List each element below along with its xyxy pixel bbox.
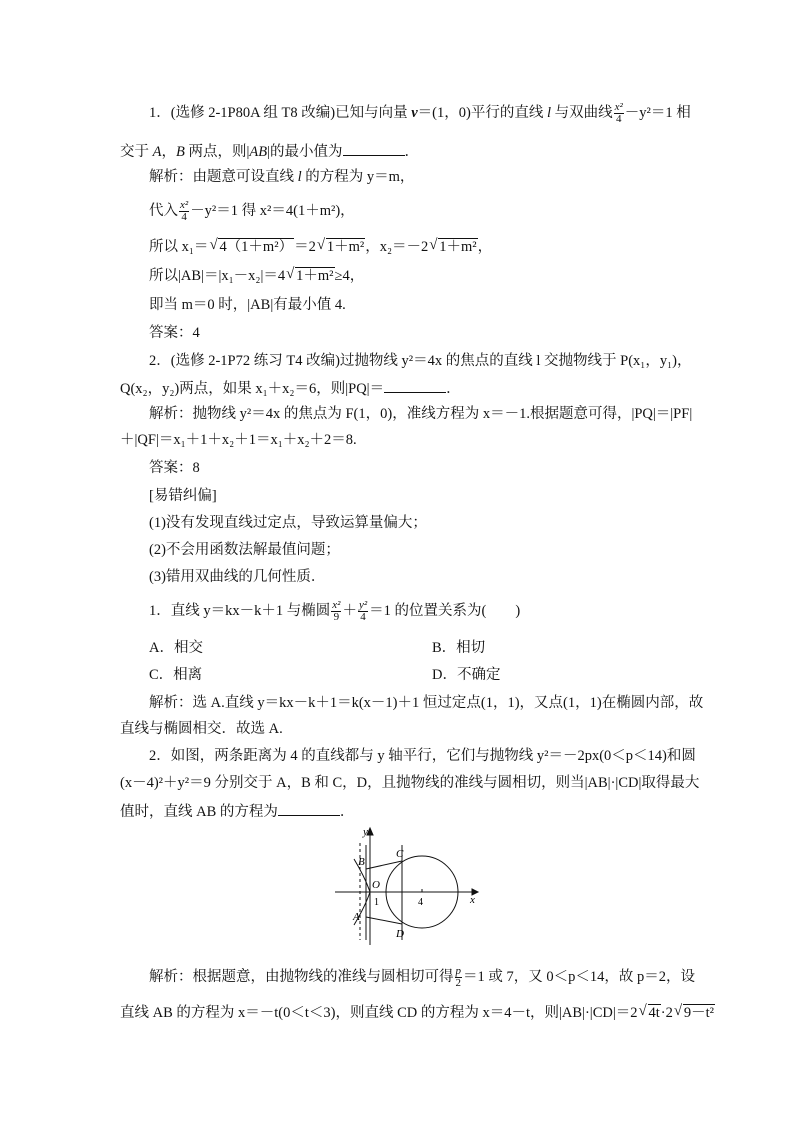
p1-text-b: 与双曲线 — [550, 104, 613, 121]
p1-line2-a: 交于 — [120, 144, 153, 160]
p1-text: 已知与向量 — [335, 104, 412, 121]
q1-sol1: 解析：选 A.直线 y＝kx－k＋1＝k(x－1)＋1 恒过定点(1，1)，又点(1，1)在椭圆内部，故 — [149, 695, 704, 711]
p2-line2-a: Q(x₂，y₂)两点，如果 x₁＋x₂＝6，则|PQ|＝ — [120, 381, 385, 397]
p2-sol2: ＋|QF|＝x₁＋1＋x₂＋1＝x₁＋x₂＋2＝8. — [120, 432, 357, 448]
p1-line1 — [149, 102, 691, 125]
errors-item-1: (1)没有发现直线过定点，导致运算量偏大； — [149, 515, 427, 531]
p1-line2-c: |的最小值为 — [267, 144, 343, 160]
p1-text-c: －y²＝1 相 — [624, 104, 691, 121]
q1-f1-num: x² — [332, 599, 341, 611]
q1-sol2: 直线与椭圆相交．故选 A. — [120, 721, 283, 737]
p1-sol-l: l — [297, 169, 302, 185]
q1-stem-b: ＝1 的位置关系为( ) — [369, 602, 521, 619]
label-d: D — [396, 928, 404, 940]
q1-f1-den: 9 — [333, 611, 340, 623]
p1-line2-b: 两点，则| — [184, 144, 250, 160]
p1-sol3-b: ＝2 — [294, 239, 316, 255]
p1-sqrt-3 — [429, 237, 477, 257]
q1-f2-den: 4 — [360, 611, 366, 623]
q1-option-d[interactable]: D．不确定 — [432, 667, 501, 683]
q2-sol1-b: ＝1 或 7，又 0＜p＜14，故 p＝2，设 — [463, 968, 695, 985]
q2-sol1-a: 解析：根据题意，由抛物线的准线与圆相切可得 — [149, 968, 454, 985]
p1-sep: ， — [161, 144, 176, 160]
p2-line1: 2．(选修 2-1P72 练习 T4 改编)过抛物线 y²＝4x 的焦点的直线 l 交抛物线于 P(x₁，y₁)， — [149, 353, 692, 369]
p1-sol3-c: ，x₂＝－2 — [365, 239, 429, 255]
errors-item-3: (3)错用双曲线的几何性质． — [149, 569, 326, 585]
q2-sol2-a: 直线 AB 的方程为 x＝－t(0＜t＜3)，则直线 CD 的方程为 x＝4－t，则|AB|·|CD|＝2 — [120, 1005, 638, 1021]
q1-option-a[interactable]: A．相交 — [149, 640, 203, 656]
p1-number: 1． — [149, 104, 171, 121]
p1-rad-2: 1＋m² — [326, 239, 365, 255]
q2-figure — [330, 825, 480, 950]
p2-line2 — [120, 378, 461, 399]
q1-frac-1 — [331, 600, 341, 623]
p1-point-a: A — [152, 144, 162, 160]
q2-sqrt-2 — [674, 1003, 715, 1023]
p1-answer-blank[interactable] — [343, 141, 405, 156]
p1-sol3-d: ， — [477, 239, 493, 255]
q2-sol2-b: ·2 — [660, 1005, 673, 1021]
p1-sol1-a: 由题意可设直线 — [192, 169, 298, 185]
p1-frac-num: x² — [614, 101, 623, 113]
p1-answer: 答案：4 — [149, 325, 200, 341]
q1-plus: ＋ — [342, 602, 357, 619]
p2-answer: 答案：8 — [149, 460, 200, 476]
p1-sol4-b: ≥4， — [334, 268, 365, 284]
p1-point-b: B — [175, 144, 185, 160]
errors-title: [易错纠偏] — [149, 488, 217, 504]
p1-sol-line2 — [149, 200, 355, 223]
p1-frac-den: 4 — [615, 113, 622, 125]
q2-line3-a: 值时，直线 AB 的方程为 — [120, 804, 278, 820]
p1-vector: v — [411, 104, 418, 121]
p1-sol-line1 — [149, 167, 414, 187]
p1-line-l: l — [546, 104, 551, 121]
p1-source: (选修 2-1P80A 组 T8 改编) — [170, 104, 336, 121]
p1-sol-line4 — [149, 266, 364, 286]
q2-line2: (x－4)²＋y²＝9 分别交于 A，B 和 C，D，且抛物线的准线与圆相切，则当|AB|·|CD|取得最大 — [120, 775, 700, 791]
p2-sol1: 解析：抛物线 y²＝4x 的焦点为 F(1，0)，准线方程为 x＝－1.根据题意可得，|PQ|＝|PF| — [149, 406, 693, 422]
p1-line2 — [120, 141, 419, 162]
q1-f2-num: y² — [358, 599, 368, 611]
p1-rad-1: 4（1＋m²） — [219, 239, 294, 255]
label-c: C — [396, 848, 404, 860]
p1-end: ． — [404, 144, 419, 160]
q2-sol2 — [120, 1003, 715, 1023]
q1-option-c[interactable]: C．相离 — [149, 667, 203, 683]
q2-line3 — [120, 801, 354, 822]
y-axis-arrow-icon — [367, 828, 373, 835]
p1-rad-3: 1＋m² — [439, 239, 477, 255]
p1-ab: AB — [249, 144, 268, 160]
p1-sol2-num: x² — [180, 199, 189, 211]
q2-sol1-fraction — [455, 966, 463, 989]
p1-sol2-b: －y²＝1 得 x²＝4(1＋m²)， — [190, 202, 355, 219]
p1-sol2-fraction — [179, 200, 189, 223]
p1-sqrt-2 — [317, 237, 365, 257]
label-y: y — [363, 826, 368, 838]
label-1: 1 — [374, 897, 379, 908]
p1-sol4-a: 所以|AB|＝|x₁－x₂|＝4 — [149, 268, 286, 284]
p1-sol2-a: 代入 — [149, 202, 178, 219]
p2-answer-blank[interactable] — [384, 378, 446, 393]
p1-vector-value: ＝(1，0)平行的直线 — [417, 104, 547, 121]
p1-rad-4: 1＋m² — [296, 268, 334, 284]
label-o: O — [372, 879, 380, 891]
label-b: B — [358, 856, 365, 868]
label-a: A — [353, 911, 360, 923]
label-x: x — [470, 894, 475, 906]
p1-fraction — [614, 102, 624, 125]
q2-line1: 2．如图，两条距离为 4 的直线都与 y 轴平行，它们与抛物线 y²＝－2px(0＜p＜14)和圆 — [149, 748, 696, 764]
p1-sol2-den: 4 — [181, 211, 187, 223]
errors-item-2: (2)不会用函数法解最值问题； — [149, 542, 340, 558]
q1-frac-2 — [358, 600, 368, 623]
p1-sol1-b: 的方程为 y＝m， — [301, 169, 415, 185]
q1-stem — [149, 600, 520, 623]
q1-stem-a: 1．直线 y＝kx－k＋1 与椭圆 — [149, 602, 331, 619]
p2-line2-b: ． — [446, 381, 461, 397]
q2-sol1-den: 2 — [455, 977, 461, 989]
q2-rad-1: 4t — [648, 1005, 660, 1021]
q2-sol1-num: p — [455, 965, 461, 977]
label-4: 4 — [418, 897, 423, 908]
segment-bc — [366, 861, 402, 869]
p1-sol3-a: 所以 x₁＝ — [149, 239, 209, 255]
q2-sol1 — [149, 966, 695, 989]
q2-answer-blank[interactable] — [278, 801, 340, 816]
q2-line3-b: ． — [339, 804, 355, 820]
p1-sol-line5: 即当 m＝0 时，|AB|有最小值 4. — [149, 297, 346, 313]
q2-rad-2: 9－t² — [683, 1005, 715, 1021]
p1-sol-label: 解析： — [149, 169, 193, 185]
q2-sqrt-1 — [639, 1003, 661, 1023]
p1-sol-line3 — [149, 237, 492, 257]
p1-sqrt-1 — [209, 237, 294, 257]
q1-option-b[interactable]: B．相切 — [432, 640, 486, 656]
p1-sqrt-4 — [286, 266, 334, 286]
